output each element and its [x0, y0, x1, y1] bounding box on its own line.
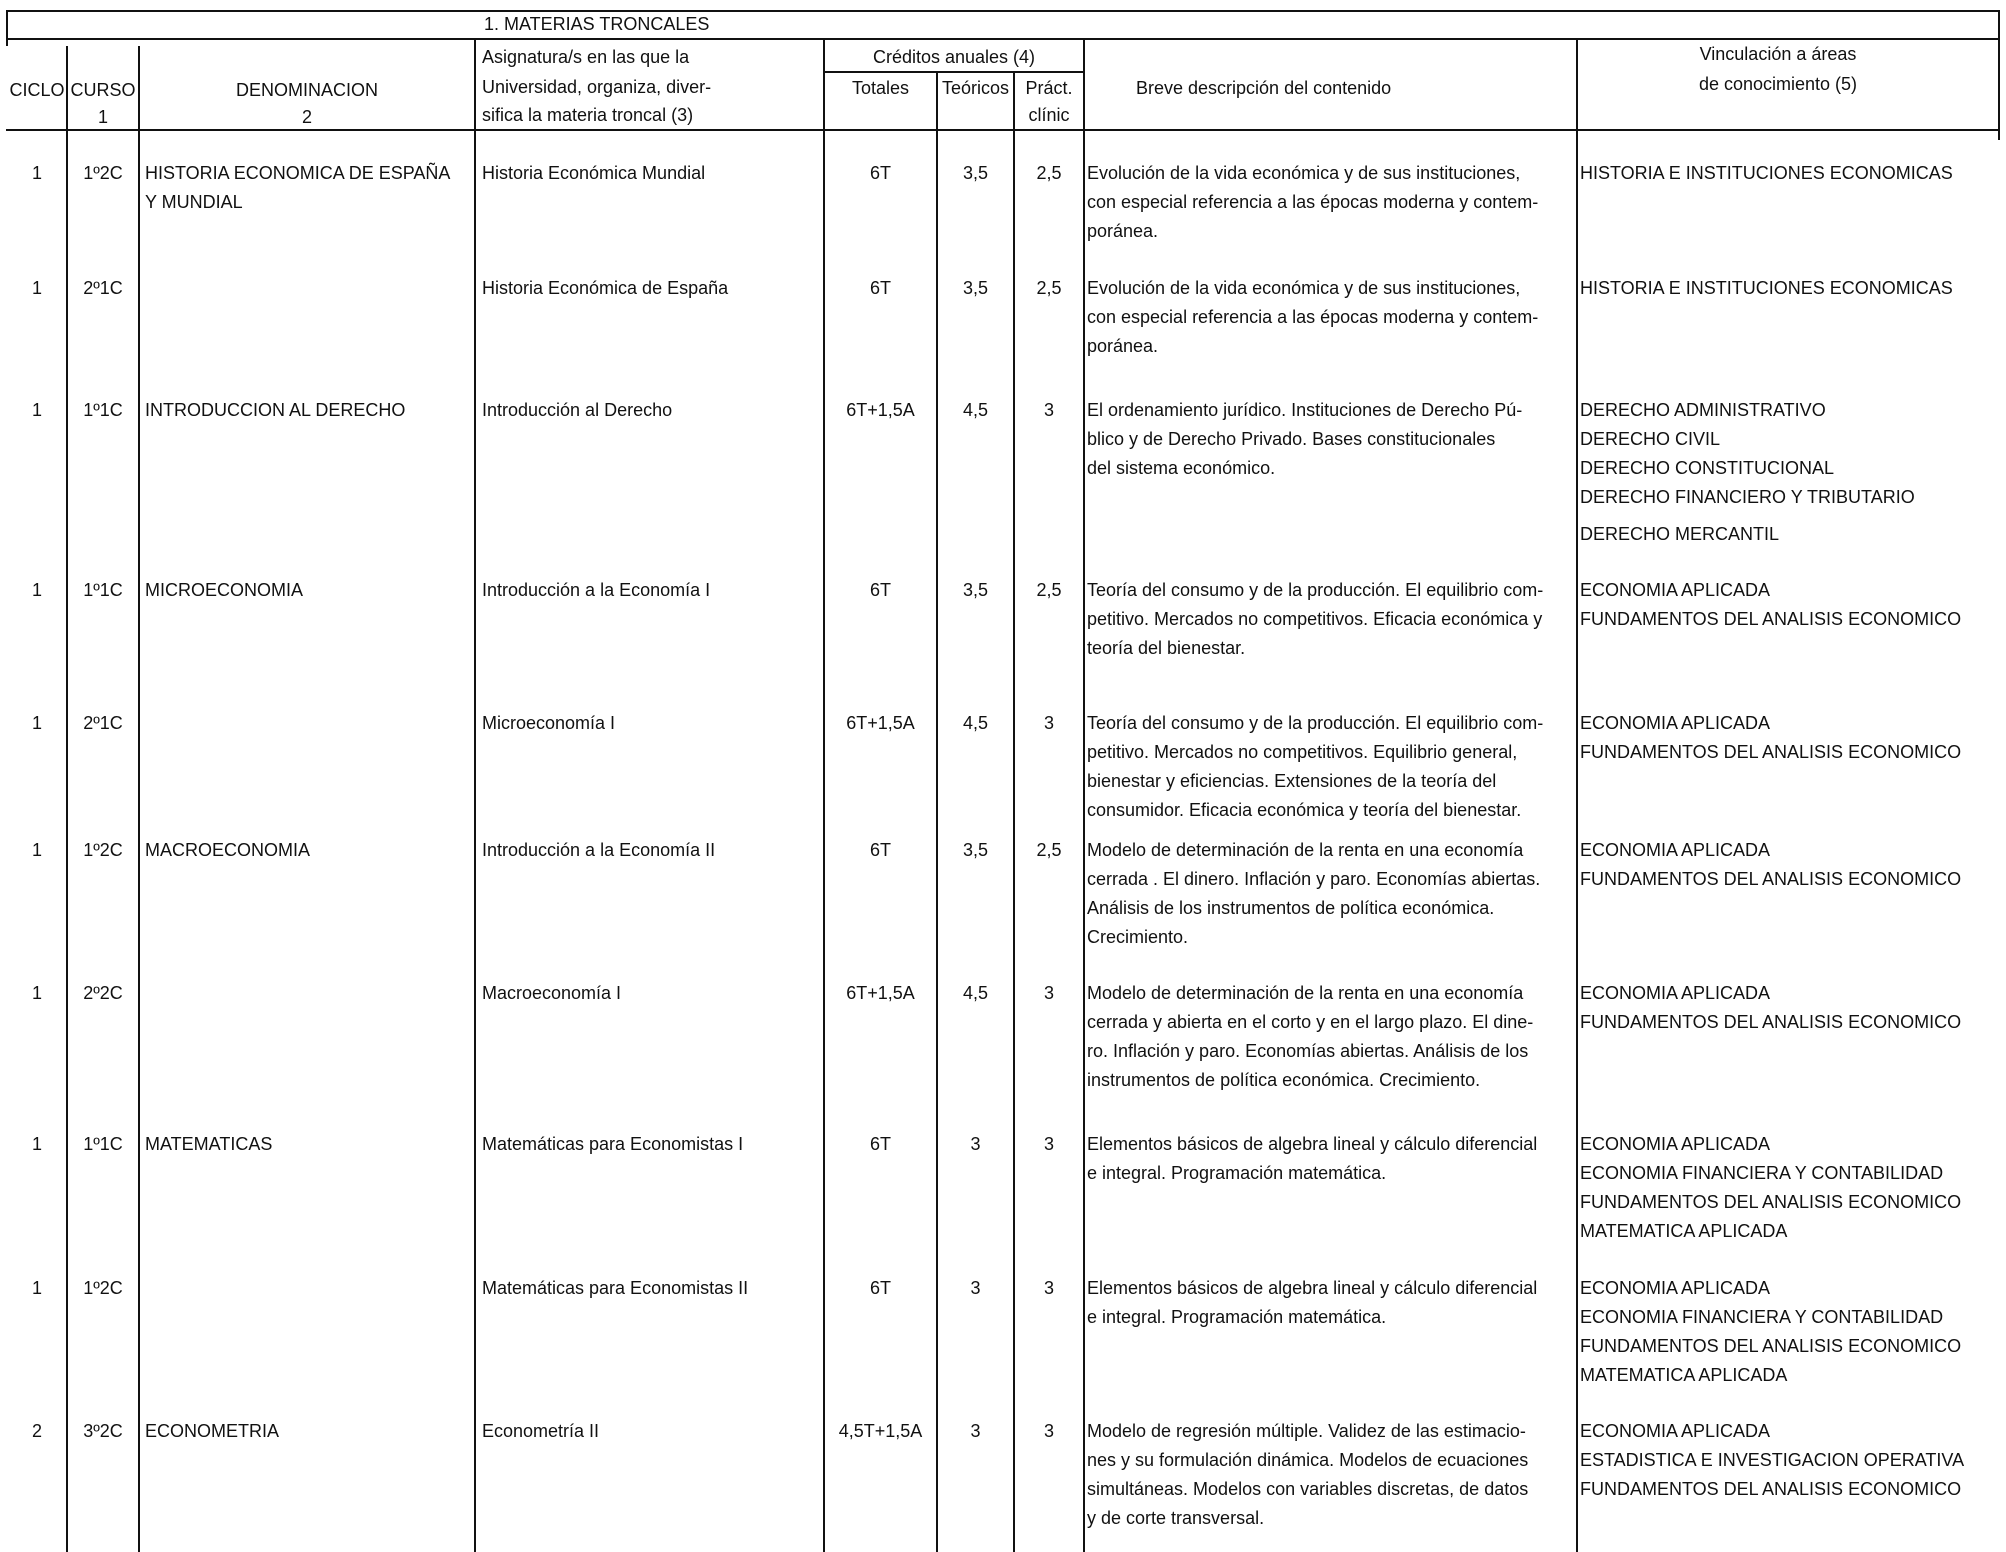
cell-descripcion — [1087, 576, 1575, 663]
areas-line: ECONOMIA FINANCIERA Y CONTABILIDAD — [1580, 1307, 1944, 1327]
cell-denominacion — [145, 396, 475, 425]
cell-teoricos: 3 — [970, 1134, 981, 1154]
header-ciclo: CICLO — [9, 80, 65, 100]
header-curso-number: 1 — [97, 107, 108, 127]
areas-line: FUNDAMENTOS DEL ANALISIS ECONOMICO — [1580, 1192, 1962, 1212]
cell-areas — [1580, 396, 2000, 549]
cell-curso: 1º2C — [83, 1278, 123, 1298]
descripcion-line: Modelo de determinación de la renta en una economía — [1087, 840, 1524, 860]
cell-practicos: 2,5 — [1036, 840, 1062, 860]
descripcion-line: blico y de Derecho Privado. Bases constitucionales — [1087, 429, 1496, 449]
denominacion-line: HISTORIA ECONOMICA DE ESPAÑA — [145, 163, 451, 183]
descripcion-line: Elementos básicos de algebra lineal y cálculo diferencial — [1087, 1278, 1538, 1298]
header-teoricos: Teóricos — [941, 78, 1010, 98]
cell-asignatura: Macroeconomía I — [482, 983, 622, 1003]
descripcion-line: cerrada y abierta en el corto y en el largo plazo. El dine- — [1087, 1012, 1534, 1032]
col-divider-denominacion — [474, 38, 476, 1552]
denominacion-line: INTRODUCCION AL DERECHO — [145, 400, 406, 420]
cell-teoricos: 3,5 — [962, 278, 989, 298]
cell-areas — [1580, 836, 2000, 894]
cell-practicos: 3 — [1043, 983, 1054, 1003]
descripcion-line: con especial referencia a las épocas moderna y contem- — [1087, 307, 1539, 327]
descripcion-line: ro. Inflación y paro. Economías abiertas. Análisis de los — [1087, 1041, 1529, 1061]
cell-denominacion — [145, 836, 475, 865]
table-left-border — [6, 10, 8, 46]
header-descripcion: Breve descripción del contenido — [1136, 78, 1392, 98]
cell-totales: 6T+1,5A — [846, 713, 915, 733]
header-creditos: Créditos anuales (4) — [872, 47, 1036, 67]
cell-ciclo: 2 — [31, 1421, 42, 1441]
cell-practicos: 2,5 — [1036, 278, 1062, 298]
cell-totales: 6T — [869, 840, 891, 860]
header-vinculacion-line2: de conocimiento (5) — [1698, 74, 1858, 94]
cell-areas — [1580, 1417, 2000, 1504]
areas-line: MATEMATICA APLICADA — [1580, 1365, 1788, 1385]
cell-areas — [1580, 1274, 2000, 1390]
descripcion-line: poránea. — [1087, 336, 1159, 356]
cell-descripcion — [1087, 396, 1575, 483]
cell-descripcion — [1087, 1274, 1575, 1332]
descripcion-line: poránea. — [1087, 221, 1159, 241]
cell-ciclo: 1 — [31, 713, 42, 733]
cell-teoricos: 3,5 — [962, 163, 989, 183]
cell-ciclo: 1 — [31, 1278, 42, 1298]
cell-totales: 6T — [869, 1134, 891, 1154]
cell-practicos: 3 — [1043, 1421, 1054, 1441]
cell-curso: 3º2C — [83, 1421, 123, 1441]
cell-asignatura: Matemáticas para Economistas I — [482, 1134, 744, 1154]
denominacion-line: Y MUNDIAL — [145, 192, 243, 212]
cell-asignatura: Introducción a la Economía I — [482, 580, 711, 600]
cell-teoricos: 3,5 — [962, 840, 989, 860]
areas-line: ECONOMIA FINANCIERA Y CONTABILIDAD — [1580, 1163, 1944, 1183]
cell-curso: 2º1C — [83, 713, 123, 733]
header-curso: CURSO — [70, 80, 136, 100]
denominacion-line: MATEMATICAS — [145, 1134, 273, 1154]
descripcion-line: instrumentos de política económica. Crecimiento. — [1087, 1070, 1481, 1090]
cell-teoricos: 4,5 — [962, 400, 989, 420]
cell-practicos: 3 — [1043, 713, 1054, 733]
descripcion-line: e integral. Programación matemática. — [1087, 1307, 1387, 1327]
cell-descripcion — [1087, 709, 1575, 825]
col-divider-curso — [138, 46, 140, 1552]
cell-asignatura: Introducción al Derecho — [482, 400, 673, 420]
areas-line: DERECHO FINANCIERO Y TRIBUTARIO — [1580, 487, 1915, 507]
areas-line: HISTORIA E INSTITUCIONES ECONOMICAS — [1580, 278, 1953, 298]
descripcion-line: Modelo de regresión múltiple. Validez de las estimacio- — [1087, 1421, 1526, 1441]
cell-asignatura: Matemáticas para Economistas II — [482, 1278, 749, 1298]
cell-ciclo: 1 — [31, 580, 42, 600]
areas-line: ECONOMIA APLICADA — [1580, 1421, 1771, 1441]
areas-line: DERECHO MERCANTIL — [1580, 524, 1780, 544]
cell-asignatura: Introducción a la Economía II — [482, 840, 716, 860]
header-vinculacion-line1: Vinculación a áreas — [1699, 44, 1857, 64]
descripcion-line: petitivo. Mercados no competitivos. Eficacia económica y — [1087, 609, 1543, 629]
cell-ciclo: 1 — [31, 1134, 42, 1154]
areas-line: DERECHO CIVIL — [1580, 429, 1721, 449]
areas-line: ECONOMIA APLICADA — [1580, 840, 1771, 860]
descripcion-line: bienestar y eficiencias. Extensiones de la teoría del — [1087, 771, 1497, 791]
descripcion-line: Teoría del consumo y de la producción. El equilibrio com- — [1087, 580, 1544, 600]
table-title: 1. MATERIAS TRONCALES — [484, 14, 710, 34]
cell-teoricos: 3 — [970, 1421, 981, 1441]
cell-teoricos: 4,5 — [962, 713, 989, 733]
areas-line: ECONOMIA APLICADA — [1580, 983, 1771, 1003]
cell-descripcion — [1087, 979, 1575, 1095]
cell-totales: 6T — [869, 163, 891, 183]
areas-line: FUNDAMENTOS DEL ANALISIS ECONOMICO — [1580, 1336, 1962, 1356]
header-practicos: Práct. — [1025, 78, 1073, 98]
cell-practicos: 2,5 — [1036, 163, 1062, 183]
header-asignatura-line3: sifica la materia troncal (3) — [482, 105, 694, 125]
areas-line: FUNDAMENTOS DEL ANALISIS ECONOMICO — [1580, 742, 1962, 762]
denominacion-line: MACROECONOMIA — [145, 840, 311, 860]
cell-practicos: 2,5 — [1036, 580, 1062, 600]
header-asignatura-line2: Universidad, organiza, diver- — [482, 77, 712, 97]
header-denominacion: DENOMINACION — [235, 80, 378, 100]
areas-line: FUNDAMENTOS DEL ANALISIS ECONOMICO — [1580, 1012, 1962, 1032]
cell-asignatura: Historia Económica Mundial — [482, 163, 706, 183]
col-divider-practicos — [1083, 38, 1085, 1552]
cell-teoricos: 3,5 — [962, 580, 989, 600]
areas-line: FUNDAMENTOS DEL ANALISIS ECONOMICO — [1580, 869, 1962, 889]
descripcion-line: El ordenamiento jurídico. Instituciones de Derecho Pú- — [1087, 400, 1523, 420]
cell-denominacion — [145, 159, 475, 217]
descripcion-line: y de corte transversal. — [1087, 1508, 1265, 1528]
descripcion-line: Modelo de determinación de la renta en una economía — [1087, 983, 1524, 1003]
descripcion-line: Análisis de los instrumentos de política económica. — [1087, 898, 1495, 918]
cell-curso: 1º1C — [83, 1134, 123, 1154]
cell-curso: 2º2C — [83, 983, 123, 1003]
cell-descripcion — [1087, 1130, 1575, 1188]
cell-curso: 1º2C — [83, 840, 123, 860]
descripcion-line: Teoría del consumo y de la producción. El equilibrio com- — [1087, 713, 1544, 733]
cell-areas — [1580, 709, 2000, 767]
cell-practicos: 3 — [1043, 400, 1054, 420]
header-asignatura-line1: Asignatura/s en las que la — [482, 47, 690, 67]
descripcion-line: con especial referencia a las épocas moderna y contem- — [1087, 192, 1539, 212]
cell-totales: 6T+1,5A — [846, 400, 915, 420]
areas-line: FUNDAMENTOS DEL ANALISIS ECONOMICO — [1580, 609, 1962, 629]
header-totales: Totales — [851, 78, 910, 98]
cell-practicos: 3 — [1043, 1278, 1054, 1298]
areas-line: ESTADISTICA E INVESTIGACION OPERATIVA — [1580, 1450, 1965, 1470]
areas-line: HISTORIA E INSTITUCIONES ECONOMICAS — [1580, 163, 1953, 183]
cell-descripcion — [1087, 836, 1575, 952]
areas-line: MATEMATICA APLICADA — [1580, 1221, 1788, 1241]
cell-ciclo: 1 — [31, 840, 42, 860]
cell-ciclo: 1 — [31, 163, 42, 183]
areas-line: ECONOMIA APLICADA — [1580, 713, 1771, 733]
cell-ciclo: 1 — [31, 278, 42, 298]
descripcion-line: Evolución de la vida económica y de sus instituciones, — [1087, 163, 1521, 183]
cell-totales: 6T — [869, 278, 891, 298]
cell-denominacion — [145, 576, 475, 605]
cell-curso: 1º1C — [83, 580, 123, 600]
descripcion-line: Crecimiento. — [1087, 927, 1189, 947]
cell-curso: 1º2C — [83, 163, 123, 183]
cell-teoricos: 4,5 — [962, 983, 989, 1003]
denominacion-line: MICROECONOMIA — [145, 580, 304, 600]
col-divider-descripcion — [1576, 38, 1578, 1552]
descripcion-line: Elementos básicos de algebra lineal y cálculo diferencial — [1087, 1134, 1538, 1154]
cell-areas — [1580, 576, 2000, 634]
cell-descripcion — [1087, 1417, 1575, 1533]
descripcion-line: e integral. Programación matemática. — [1087, 1163, 1387, 1183]
areas-line: FUNDAMENTOS DEL ANALISIS ECONOMICO — [1580, 1479, 1962, 1499]
cell-curso: 1º1C — [83, 400, 123, 420]
cell-denominacion — [145, 1130, 475, 1159]
cell-denominacion — [145, 1417, 475, 1446]
cell-areas — [1580, 159, 2000, 188]
areas-line: ECONOMIA APLICADA — [1580, 1278, 1771, 1298]
cell-areas — [1580, 274, 2000, 303]
table-right-border — [1998, 10, 2000, 140]
cell-ciclo: 1 — [31, 400, 42, 420]
table-top-border — [6, 10, 2000, 12]
areas-line: DERECHO CONSTITUCIONAL — [1580, 458, 1835, 478]
header-denominacion-number: 2 — [301, 107, 312, 127]
cell-totales: 4,5T+1,5A — [838, 1421, 923, 1441]
cell-asignatura: Microeconomía I — [482, 713, 616, 733]
col-divider-ciclo — [66, 46, 68, 1552]
cell-asignatura: Econometría II — [482, 1421, 600, 1441]
cell-areas — [1580, 1130, 2000, 1246]
cell-practicos: 3 — [1043, 1134, 1054, 1154]
descripcion-line: Evolución de la vida económica y de sus instituciones, — [1087, 278, 1521, 298]
descripcion-line: del sistema económico. — [1087, 458, 1276, 478]
areas-line: ECONOMIA APLICADA — [1580, 580, 1771, 600]
descripcion-line: simultáneas. Modelos con variables discretas, de datos — [1087, 1479, 1529, 1499]
descripcion-line: petitivo. Mercados no competitivos. Equilibrio general, — [1087, 742, 1518, 762]
areas-line: ECONOMIA APLICADA — [1580, 1134, 1771, 1154]
cell-totales: 6T — [869, 580, 891, 600]
descripcion-line: cerrada . El dinero. Inflación y paro. Economías abiertas. — [1087, 869, 1541, 889]
descripcion-line: nes y su formulación dinámica. Modelos de ecuaciones — [1087, 1450, 1529, 1470]
header-practicos-line2: clínic — [1028, 105, 1070, 125]
cell-asignatura: Historia Económica de España — [482, 278, 729, 298]
descripcion-line: teoría del bienestar. — [1087, 638, 1246, 658]
areas-line: DERECHO ADMINISTRATIVO — [1580, 400, 1826, 420]
descripcion-line: consumidor. Eficacia económica y teoría del bienestar. — [1087, 800, 1522, 820]
cell-teoricos: 3 — [970, 1278, 981, 1298]
col-divider-asignatura — [823, 38, 825, 1552]
cell-totales: 6T+1,5A — [846, 983, 915, 1003]
cell-areas — [1580, 979, 2000, 1037]
cell-totales: 6T — [869, 1278, 891, 1298]
cell-curso: 2º1C — [83, 278, 123, 298]
cell-descripcion — [1087, 274, 1575, 361]
cell-descripcion — [1087, 159, 1575, 246]
denominacion-line: ECONOMETRIA — [145, 1421, 280, 1441]
cell-ciclo: 1 — [31, 983, 42, 1003]
